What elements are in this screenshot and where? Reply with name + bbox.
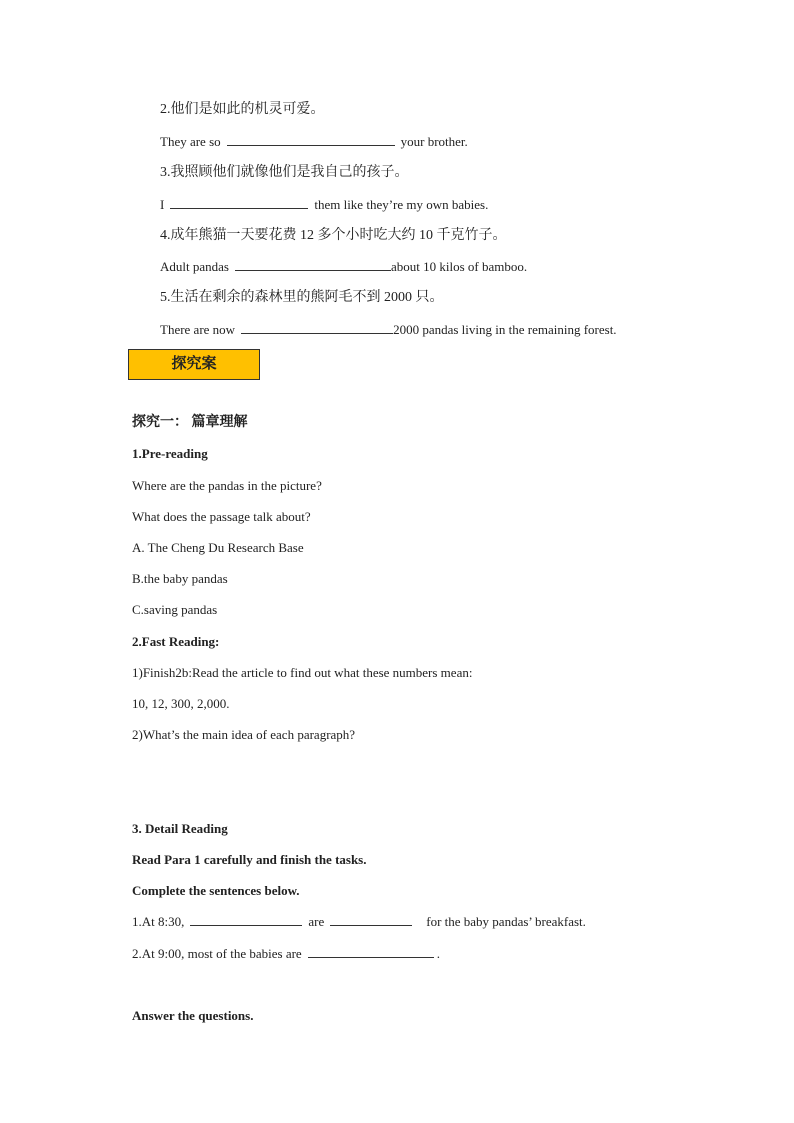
question-3-english: [160, 196, 488, 214]
option-a: A. The Cheng Du Research Base: [132, 540, 304, 555]
q5-text-a: There are now: [160, 322, 236, 337]
fast-reading-task-2: 2)What’s the main idea of each paragraph?: [132, 727, 356, 742]
section-box-explore: 探究案: [128, 349, 260, 380]
q2-text-b: your brother.: [400, 134, 468, 149]
q3-text-b: them like they’re my own babies.: [314, 197, 489, 212]
q4-blank[interactable]: [235, 258, 391, 271]
d2-text-a: 2.At 9:00, most of the babies are: [132, 946, 302, 961]
q5-blank[interactable]: [241, 321, 393, 334]
option-c: C.saving pandas: [132, 602, 218, 617]
question-3-chinese: 3.我照顾他们就像他们是我自己的孩子。: [160, 165, 409, 180]
question-5-chinese: 5.生活在剩余的森林里的熊阿毛不到 2000 只。: [160, 290, 444, 305]
pre-reading-question-1: Where are the pandas in the picture?: [132, 478, 322, 493]
d1-text-b: are: [308, 914, 325, 929]
detail-sentence-2: [132, 945, 440, 963]
q3-blank[interactable]: [170, 196, 308, 209]
fast-reading-numbers: 10, 12, 300, 2,000.: [132, 696, 230, 711]
complete-sentences-instruction: Complete the sentences below.: [132, 883, 300, 898]
question-2-chinese: 2.他们是如此的机灵可爱。: [160, 102, 325, 117]
fast-reading-task-1: 1)Finish2b:Read the article to find out what these numbers mean:: [132, 665, 473, 680]
option-b: B.the baby pandas: [132, 571, 228, 586]
q2-text-a: They are so: [160, 134, 221, 149]
d2-blank[interactable]: [308, 945, 434, 958]
fast-reading-heading: 2.Fast Reading:: [132, 634, 220, 649]
d2-text-b: .: [436, 946, 440, 961]
d1-text-a: 1.At 8:30,: [132, 914, 185, 929]
q4-text-b: about 10 kilos of bamboo.: [390, 259, 528, 274]
question-4-chinese: 4.成年熊猫一天要花费 12 多个小时吃大约 10 千克竹子。: [160, 228, 507, 243]
d1-text-c: for the baby pandas’ breakfast.: [426, 914, 586, 929]
pre-reading-heading: 1.Pre-reading: [132, 446, 208, 461]
q5-text-b: 2000 pandas living in the remaining forest.: [393, 322, 617, 337]
d1-blank-1[interactable]: [190, 913, 302, 926]
question-5-english: [160, 321, 617, 339]
detail-reading-instruction: Read Para 1 carefully and finish the tasks.: [132, 852, 367, 867]
q3-text-a: I: [160, 197, 165, 212]
detail-sentence-1: [132, 913, 586, 931]
answer-questions-heading: Answer the questions.: [132, 1008, 254, 1023]
q4-text-a: Adult pandas: [160, 259, 229, 274]
question-4-english: [160, 258, 527, 276]
pre-reading-question-2: What does the passage talk about?: [132, 509, 311, 524]
d1-blank-2[interactable]: [330, 913, 412, 926]
question-2-english: [160, 133, 468, 151]
q2-blank[interactable]: [227, 133, 395, 146]
explore-1-title: 探究一： 篇章理解: [132, 415, 248, 430]
detail-reading-heading: 3. Detail Reading: [132, 821, 228, 836]
